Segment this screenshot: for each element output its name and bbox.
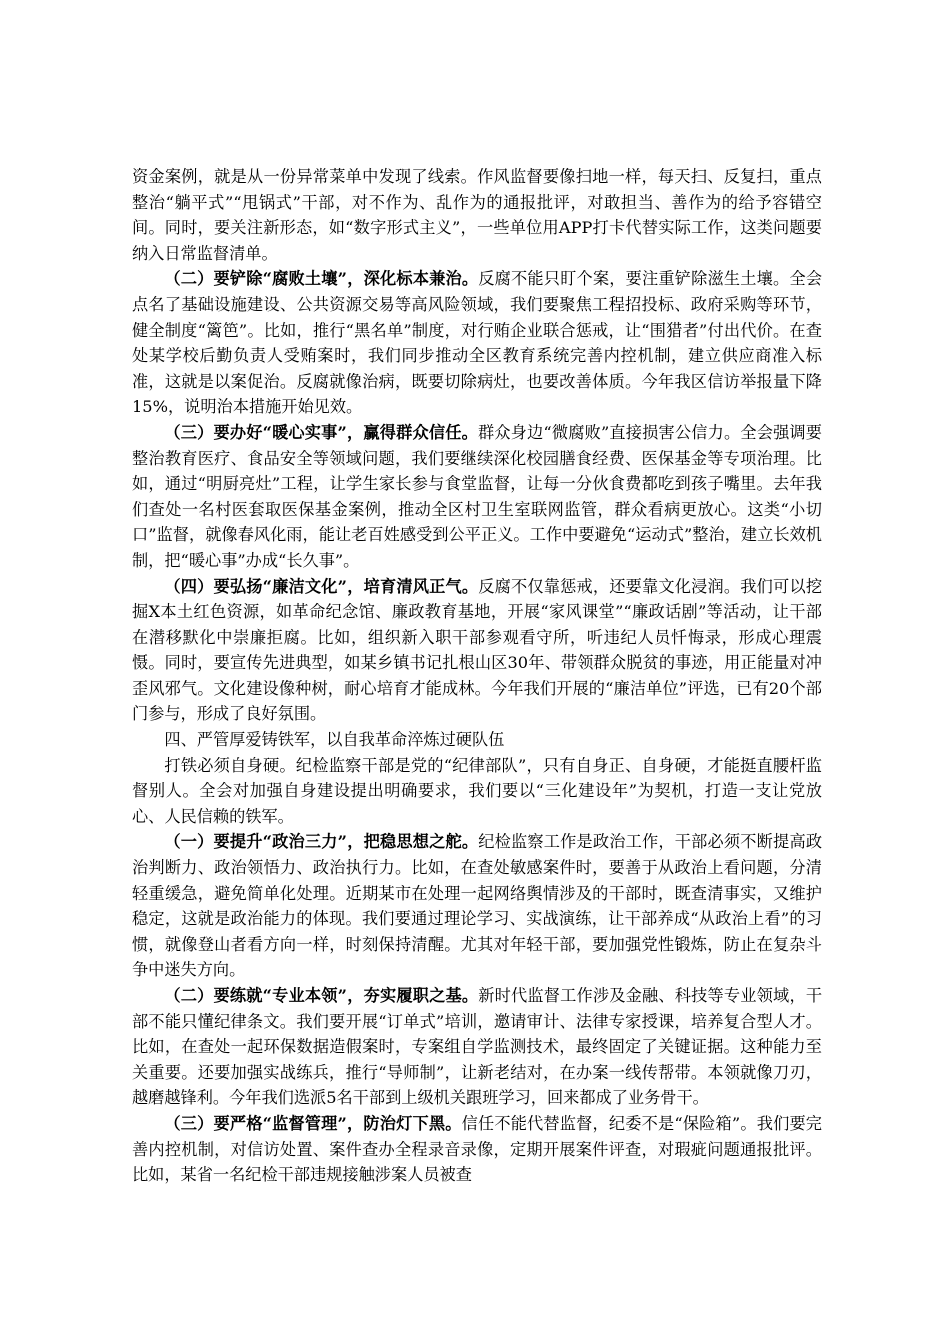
paragraph-heading: （四）要弘扬“廉洁文化”，培育清风正气。	[164, 576, 479, 596]
paragraph-7	[132, 829, 822, 983]
paragraph-heading: （三）要办好“暖心实事”，赢得群众信任。	[164, 422, 478, 442]
paragraph-text: 新时代监督工作涉及金融、科技等专业领域，干部不能只懂纪律条文。我们要开展“订单式”培训，邀请审计、法律专家授课，培养复合型人才。比如，在查处一起环保数据造假案时，专案组自学监测技术，最终固定了关键证据。这种能力至关重要。还要加强实战练兵，推行“导师制”，让新老结对，在办案一线传帮带。本领就像刀刃，越磨越锋利。今年我们选派5名干部到上级机关跟班学习，回来都成了业务骨干。	[132, 986, 823, 1108]
paragraph-heading: （二）要铲除“腐败土壤”，深化标本兼治。	[164, 269, 479, 289]
paragraph-2	[132, 266, 822, 420]
paragraph-8	[132, 983, 822, 1111]
section-heading	[132, 727, 822, 753]
paragraph-4	[132, 574, 822, 728]
document-page	[132, 164, 822, 1188]
paragraph-text: 信任不能代替监督，纪委不是“保险箱”。我们要完善内控机制，对信访处置、案件查办全程录音录像，定期开展案件评查，对瑕疵问题通报批评。比如，某省一名纪检干部违规接触涉案人员被查	[132, 1113, 822, 1185]
paragraph-heading: （一）要提升“政治三力”，把稳思想之舵。	[164, 832, 479, 852]
paragraph-1	[132, 164, 822, 266]
paragraph-text: 反腐不仅靠惩戒，还要靠文化浸润。我们可以挖掘X本土红色资源，如革命纪念馆、廉政教育基地，开展“家风课堂”“廉政话剧”等活动，让干部在潜移默化中崇廉拒腐。比如，组织新入职干部参观看守所，听违纪人员忏悔录，形成心理震慑。同时，要宣传先进典型，如某乡镇书记扎根山区30年、带领群众脱贫的事迹，用正能量对冲歪风邪气。文化建设像种树，耐心培育才能成林。今年我们开展的“廉洁单位”评选，已有20个部门参与，形成了良好氛围。	[132, 576, 823, 724]
paragraph-heading: （三）要严格“监督管理”，防治灯下黑。	[164, 1113, 462, 1133]
paragraph-heading: （二）要练就“专业本领”，夯实履职之基。	[164, 986, 479, 1005]
paragraph-text: 资金案例，就是从一份异常菜单中发现了线索。作风监督要像扫地一样，每天扫、反复扫，重点整治“躺平式”“甩锅式”干部，对不作为、乱作为的通报批评，对敢担当、善作为的给予容错空间。同时，要关注新形态，如“数字形式主义”，一些单位用APP打卡代替实际工作，这类问题要纳入日常监督清单。	[132, 167, 822, 263]
paragraph-6	[132, 753, 822, 830]
section-title: 四、严管厚爱铸铁军，以自我革命淬炼过硬队伍	[164, 730, 505, 750]
paragraph-text: 群众身边“微腐败”直接损害公信力。全会强调要整治教育医疗、食品安全等领域问题，我们要继续深化校园膳食经费、医保基金等专项治理。比如，通过“明厨亮灶”工程，让学生家长参与食堂监督，让每一分伙食费都吃到孩子嘴里。去年我们查处一名村医套取医保基金案例，推动全区村卫生室联网监管，群众看病更放心。这类“小切口”监督，就像春风化雨，能让老百姓感受到公平正义。工作中要避免“运动式”整治，建立长效机制，把“暖心事”办成“长久事”。	[132, 422, 822, 570]
paragraph-text: 反腐不能只盯个案，要注重铲除滋生土壤。全会点名了基础设施建设、公共资源交易等高风险领域，我们要聚焦工程招投标、政府采购等环节，健全制度“篱笆”。比如，推行“黑名单”制度，对行贿企业联合惩戒，让“围猎者”付出代价。在查处某学校后勤负责人受贿案时，我们同步推动全区教育系统完善内控机制，建立供应商准入标准，这就是以案促治。反腐就像治病，既要切除病灶，也要改善体质。今年我区信访举报量下降15%，说明治本措施开始见效。	[132, 269, 823, 417]
paragraph-3	[132, 420, 822, 574]
paragraph-text: 打铁必须自身硬。纪检监察干部是党的“纪律部队”，只有自身正、自身硬，才能挺直腰杆监督别人。全会对加强自身建设提出明确要求，我们要以“三化建设年”为契机，打造一支让党放心、人民信赖的铁军。	[132, 755, 822, 826]
paragraph-text: 纪检监察工作是政治工作，干部必须不断提高政治判断力、政治领悟力、政治执行力。比如，在查处敏感案件时，要善于从政治上看问题，分清轻重缓急，避免简单化处理。近期某市在处理一起网络舆情涉及的干部时，既查清事实，又维护稳定，这就是政治能力的体现。我们要通过理论学习、实战演练，让干部养成“从政治上看”的习惯，就像登山者看方向一样，时刻保持清醒。尤其对年轻干部，要加强党性锻炼，防止在复杂斗争中迷失方向。	[132, 832, 823, 980]
paragraph-9	[132, 1111, 822, 1188]
